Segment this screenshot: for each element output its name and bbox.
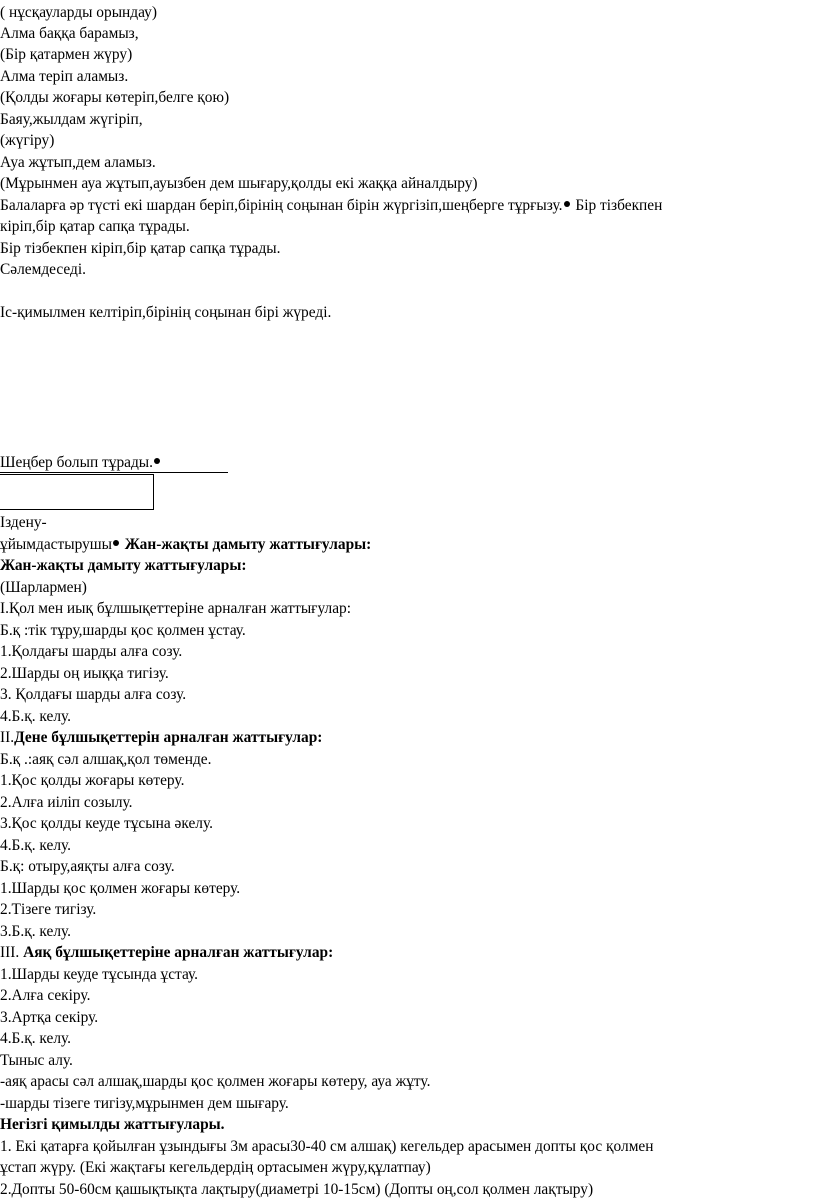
text-line: Іздену-: [0, 514, 47, 531]
section-heading: Негізгі қимылды жаттығулары.: [0, 1116, 225, 1133]
text-line: [0, 452, 162, 473]
text-segment: Жан-жақты дамыту жаттығулары:: [120, 536, 372, 553]
empty-frame: [0, 474, 154, 510]
text-line: Алма теріп аламыз.: [0, 68, 129, 85]
bullet-icon: [154, 458, 160, 464]
text-line: Алма баққа барамыз,: [0, 25, 139, 42]
text-line: Сәлемдеседі.: [0, 261, 86, 278]
text-segment: ІІ.: [0, 729, 15, 746]
text-line: (Бір қатармен жүру): [0, 46, 133, 63]
text-line: (Мұрынмен ауа жұтып,ауызбен дем шығару,қолды екі жаққа айналдыру): [0, 175, 478, 192]
text-line: 1. Екі қатарға қойылған ұзындығы 3м арасы30-40 см алшақ) кегельдер арасымен допты қос қолмен: [0, 1138, 654, 1155]
text-line: 1.Қолдағы шарды алға созу.: [0, 643, 183, 660]
section-heading: Аяқ бұлшықеттеріне арналған жаттығулар:: [23, 944, 334, 961]
text-line: Баяу,жылдам жүгіріп,: [0, 111, 143, 128]
text-line: 3. Қолдағы шарды алға созу.: [0, 686, 187, 703]
text-line: (жүгіру): [0, 132, 55, 149]
text-line: Б.қ .:аяқ сәл алшақ,қол төменде.: [0, 751, 212, 768]
text-line: ұстап жүру. (Екі жақтағы кегельдердің ортасымен жүру,құлатпау): [0, 1159, 431, 1176]
text-line: Іс-қимылмен келтіріп,бірінің соңынан бірі жүреді.: [0, 304, 332, 321]
text-line: (Шарлармен): [0, 579, 87, 596]
text-line: 2.Алға секіру.: [0, 987, 91, 1004]
text-line: І.Қол мен иық бұлшықеттеріне арналған жаттығулар:: [0, 600, 352, 617]
text-line: 3.Б.қ. келу.: [0, 923, 72, 940]
section-heading: Дене бұлшықеттерін арналған жаттығулар:: [14, 729, 323, 746]
bullet-icon: [564, 201, 570, 207]
text-line: 4.Б.қ. келу.: [0, 1030, 72, 1047]
text-segment: ІІІ.: [0, 944, 24, 961]
divider: [0, 472, 228, 473]
text-line: кіріп,бір қатар сапқа тұрады.: [0, 218, 190, 235]
text-line: [0, 195, 662, 216]
text-line: Тыныс алу.: [0, 1052, 73, 1069]
text-line: 1.Шарды қос қолмен жоғары көтеру.: [0, 880, 241, 897]
text-line: Бір тізбекпен кіріп,бір қатар сапқа тұрады.: [0, 240, 281, 257]
text-line: Б.қ: отыру,аяқты алға созу.: [0, 858, 175, 875]
text-line: 4.Б.қ. келу.: [0, 837, 72, 854]
text-line: 2.Шарды оң иыққа тигізу.: [0, 665, 169, 682]
text-line: 1.Шарды кеуде тұсында ұстау.: [0, 966, 199, 983]
text-line: Б.қ :тік тұру,шарды қос қолмен ұстау.: [0, 622, 246, 639]
text-line: -аяқ арасы сәл алшақ,шарды қос қолмен жоғары көтеру, ауа жұту.: [0, 1073, 431, 1090]
text-line: 3.Қос қолды кеуде тұсына әкелу.: [0, 815, 213, 832]
text-line: 3.Артқа секіру.: [0, 1009, 99, 1026]
text-line: ( нұсқауларды орындау): [0, 4, 157, 21]
text-line: [0, 534, 371, 555]
text-line: 2.Тізеге тигізу.: [0, 901, 97, 918]
text-line: 4.Б.қ. келу.: [0, 708, 72, 725]
text-line: 2.Алға иіліп созылу.: [0, 794, 133, 811]
text-segment: ұйымдастырушы: [0, 536, 112, 553]
text-line: 1.Қос қолды жоғары көтеру.: [0, 772, 185, 789]
text-line: [0, 942, 333, 963]
text-line: -шарды тізеге тигізу,мұрынмен дем шығару.: [0, 1095, 289, 1112]
text-line: [0, 727, 322, 748]
text-segment: Балаларға әр түсті екі шардан беріп,бірінің соңынан бірін жүргізіп,шеңберге тұрғызу.: [0, 197, 563, 214]
text-segment: Бір тізбекпен: [571, 197, 663, 214]
text-line: 2.Допты 50-60см қашықтықта лақтыру(диаметрі 10-15см) (Допты оң,сол қолмен лақтыру): [0, 1181, 594, 1198]
text-line: (Қолды жоғары көтеріп,белге қою): [0, 89, 230, 106]
text-segment: Шеңбер болып тұрады.: [0, 454, 153, 471]
section-heading: Жан-жақты дамыту жаттығулары:: [0, 557, 247, 574]
text-line: Ауа жұтып,дем аламыз.: [0, 154, 156, 171]
bullet-icon: [113, 540, 119, 546]
